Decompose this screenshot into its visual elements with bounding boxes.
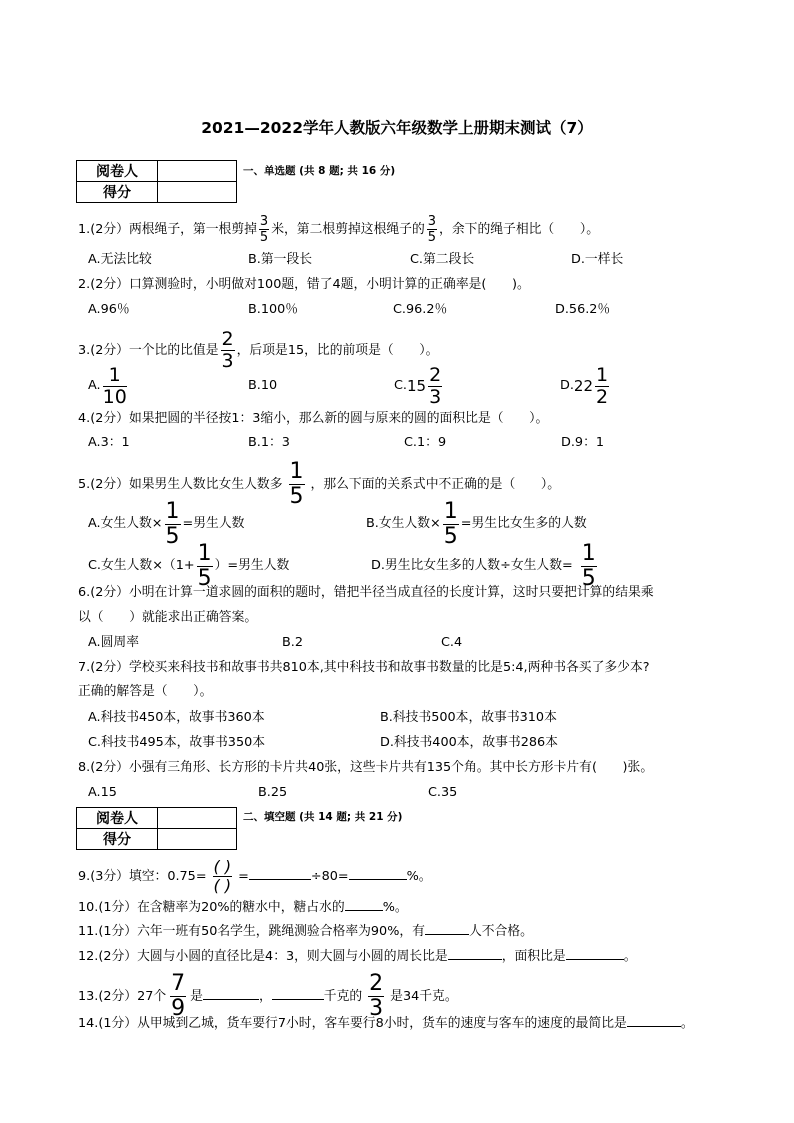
grader-table-1 xyxy=(76,160,237,203)
question-12: 12.(2分）大圆与小圆的直径比是4：3，则大圆与小圆的周长比是 ，面积比是 。 xyxy=(78,949,637,964)
q4-option-d: D.9：1 xyxy=(561,435,605,450)
q2-option-d: D.56.2％ xyxy=(555,302,611,317)
question-4: 4.(2分）如果把圆的半径按1：3缩小，那么新的圆与原来的圆的面积比是（ ）。 xyxy=(78,411,549,426)
question-2: 2.(2分）口算测验时，小明做对100题，错了4题，小明计算的正确率是( )。 xyxy=(78,277,530,292)
q2-option-a: A.96％ xyxy=(88,302,130,317)
q6-option-c: C.4 xyxy=(441,635,463,650)
q8-option-b: B.25 xyxy=(258,785,288,800)
q4-option-a: A.3：1 xyxy=(88,435,130,450)
q5-option-b: B.女生人数× $\frac{1}{5}$ =男生比女生多的人数 xyxy=(366,499,587,549)
question-8: 8.(2分）小强有三角形、长方形的卡片共40张，这些卡片共有135个角。其中长方形卡片有( )张。 xyxy=(78,760,654,775)
q14-blank[interactable] xyxy=(627,1026,681,1027)
q5-option-a: A.女生人数× $\frac{1}{5}$ =男生人数 xyxy=(88,499,245,549)
q5-option-a-fraction: $\frac{1}{5}$ xyxy=(165,499,180,549)
q6-option-a: A.圆周率 xyxy=(88,635,139,650)
q5-option-d-fraction: $\frac{1}{5}$ xyxy=(581,541,596,591)
q10-blank[interactable] xyxy=(345,910,383,911)
q13-blank-2[interactable] xyxy=(272,999,324,1000)
q4-option-b: B.1：3 xyxy=(248,435,290,450)
question-14: 14.(1分）从甲城到乙城，货车要行7小时，客车要行8小时，货车的速度与客车的速度的最简比是 。 xyxy=(78,1016,694,1031)
score-cell-2 xyxy=(158,829,237,850)
question-7-line-1: 7.(2分）学校买来科技书和故事书共810本,其中科技书和故事书数量的比是5:4,两种书各买了多少本? xyxy=(78,660,650,675)
q5-option-c: C.女生人数×（1+ $\frac{1}{5}$ ）=男生人数 xyxy=(88,541,290,591)
q12-blank-1[interactable] xyxy=(448,959,502,960)
q9-fraction: $\frac{( )}{( )}$ xyxy=(213,857,232,895)
q2-option-c: C.96.2％ xyxy=(393,302,448,317)
score-cell xyxy=(158,182,237,203)
question-6-line-1: 6.(2分）小明在计算一道求圆的面积的题时，错把半径当成直径的长度计算，这时只要把计算的结果乘 xyxy=(78,585,654,600)
q9-text-a: 9.(3分）填空：0.75= xyxy=(78,869,207,884)
q7-option-b: B.科技书500本，故事书310本 xyxy=(380,710,557,725)
q1-text-c: ，余下的绳子相比（ ）。 xyxy=(439,222,600,237)
question-9 xyxy=(78,859,432,894)
question-7-line-2: 正确的解答是（ ）。 xyxy=(78,684,213,699)
q3-option-c-fraction: $\frac{2}{3}$ xyxy=(429,364,442,408)
q3-text-a: 3.(2分）一个比的比值是 xyxy=(78,343,219,358)
q13-fraction-2: $\frac{2}{3}$ xyxy=(369,971,384,1021)
q5-text-a: 5.(2分）如果男生人数比女生人数多 xyxy=(78,477,283,492)
q13-blank-1[interactable] xyxy=(203,999,259,1000)
question-13: 13.(2分）27个 $\frac{7}{9}$ 是 ， 千克的 $\frac{2}{3}$ 是34千克。 xyxy=(78,971,458,1021)
reviewer-cell xyxy=(158,161,237,182)
score-label: 得分 xyxy=(77,182,158,203)
q4-option-c: C.1：9 xyxy=(404,435,447,450)
q9-text-c: ÷80= xyxy=(310,869,349,884)
q3-option-a-fraction: $\frac{1}{10}$ xyxy=(102,364,127,408)
q7-option-a: A.科技书450本，故事书360本 xyxy=(88,710,265,725)
q3-option-b: B.10 xyxy=(248,378,278,393)
q5-fraction: $\frac{1}{5}$ xyxy=(289,459,304,509)
q8-option-c: C.35 xyxy=(428,785,458,800)
question-3 xyxy=(78,330,438,371)
q3-option-d-fraction: $\frac{1}{2}$ xyxy=(596,364,609,408)
q1-fraction-2: $\frac{3}{5}$ xyxy=(427,214,437,245)
question-10: 10.(1分）在含糖率为20%的糖水中，糖占水的 %。 xyxy=(78,900,408,915)
q5-option-d: D.男生比女生多的人数÷女生人数= $\frac{1}{5}$ xyxy=(371,541,596,591)
page-title: 2021—2022学年人教版六年级数学上册期末测试（7） xyxy=(201,119,593,137)
section-heading-1: 一、单选题 (共 8 题; 共 16 分) xyxy=(243,165,396,177)
q13-fraction-1: $\frac{7}{9}$ xyxy=(171,971,186,1021)
q1-fraction-1: $\frac{3}{5}$ xyxy=(259,214,269,245)
score-label-2: 得分 xyxy=(77,829,158,850)
q7-option-d: D.科技书400本，故事书286本 xyxy=(380,735,558,750)
q12-blank-2[interactable] xyxy=(566,959,624,960)
q1-text-b: 米，第二根剪掉这根绳子的 xyxy=(271,222,425,237)
q3-option-a: A. $\frac{1}{10}$ xyxy=(88,364,127,408)
q3-fraction: $\frac{2}{3}$ xyxy=(221,328,234,372)
q8-option-a: A.15 xyxy=(88,785,117,800)
q5-text-b: ，那么下面的关系式中不正确的是（ ）。 xyxy=(310,477,561,492)
q7-option-c: C.科技书495本，故事书350本 xyxy=(88,735,266,750)
question-1 xyxy=(78,215,599,244)
q1-option-a: A.无法比较 xyxy=(88,252,152,267)
q1-option-c: C.第二段长 xyxy=(410,252,475,267)
q6-option-b: B.2 xyxy=(282,635,303,650)
question-6-line-2: 以（ ）就能求出正确答案。 xyxy=(78,610,258,625)
section-heading-2: 二、填空题 (共 14 题; 共 21 分) xyxy=(243,811,403,823)
q1-text-a: 1.(2分）两根绳子，第一根剪掉 xyxy=(78,222,257,237)
q11-blank[interactable] xyxy=(425,934,469,935)
q9-text-d: %。 xyxy=(406,869,432,884)
q2-option-b: B.100％ xyxy=(248,302,299,317)
q3-option-c: C.15 $\frac{2}{3}$ xyxy=(394,364,442,408)
reviewer-label-2: 阅卷人 xyxy=(77,808,158,829)
reviewer-label: 阅卷人 xyxy=(77,161,158,182)
q1-option-b: B.第一段长 xyxy=(248,252,313,267)
q5-option-b-fraction: $\frac{1}{5}$ xyxy=(443,499,458,549)
q1-option-d: D.一样长 xyxy=(571,252,624,267)
q3-text-b: ，后项是15，比的前项是（ ）。 xyxy=(236,343,439,358)
question-11: 11.(1分）六年一班有50名学生，跳绳测验合格率为90%，有 人不合格。 xyxy=(78,924,533,939)
q5-option-c-fraction: $\frac{1}{5}$ xyxy=(197,541,212,591)
grader-table-2 xyxy=(76,807,237,850)
q9-blank-2[interactable] xyxy=(349,879,407,880)
reviewer-cell-2 xyxy=(158,808,237,829)
q9-blank-1[interactable] xyxy=(249,879,311,880)
q3-option-d: D.22 $\frac{1}{2}$ xyxy=(560,364,609,408)
q9-text-b: = xyxy=(238,869,249,884)
